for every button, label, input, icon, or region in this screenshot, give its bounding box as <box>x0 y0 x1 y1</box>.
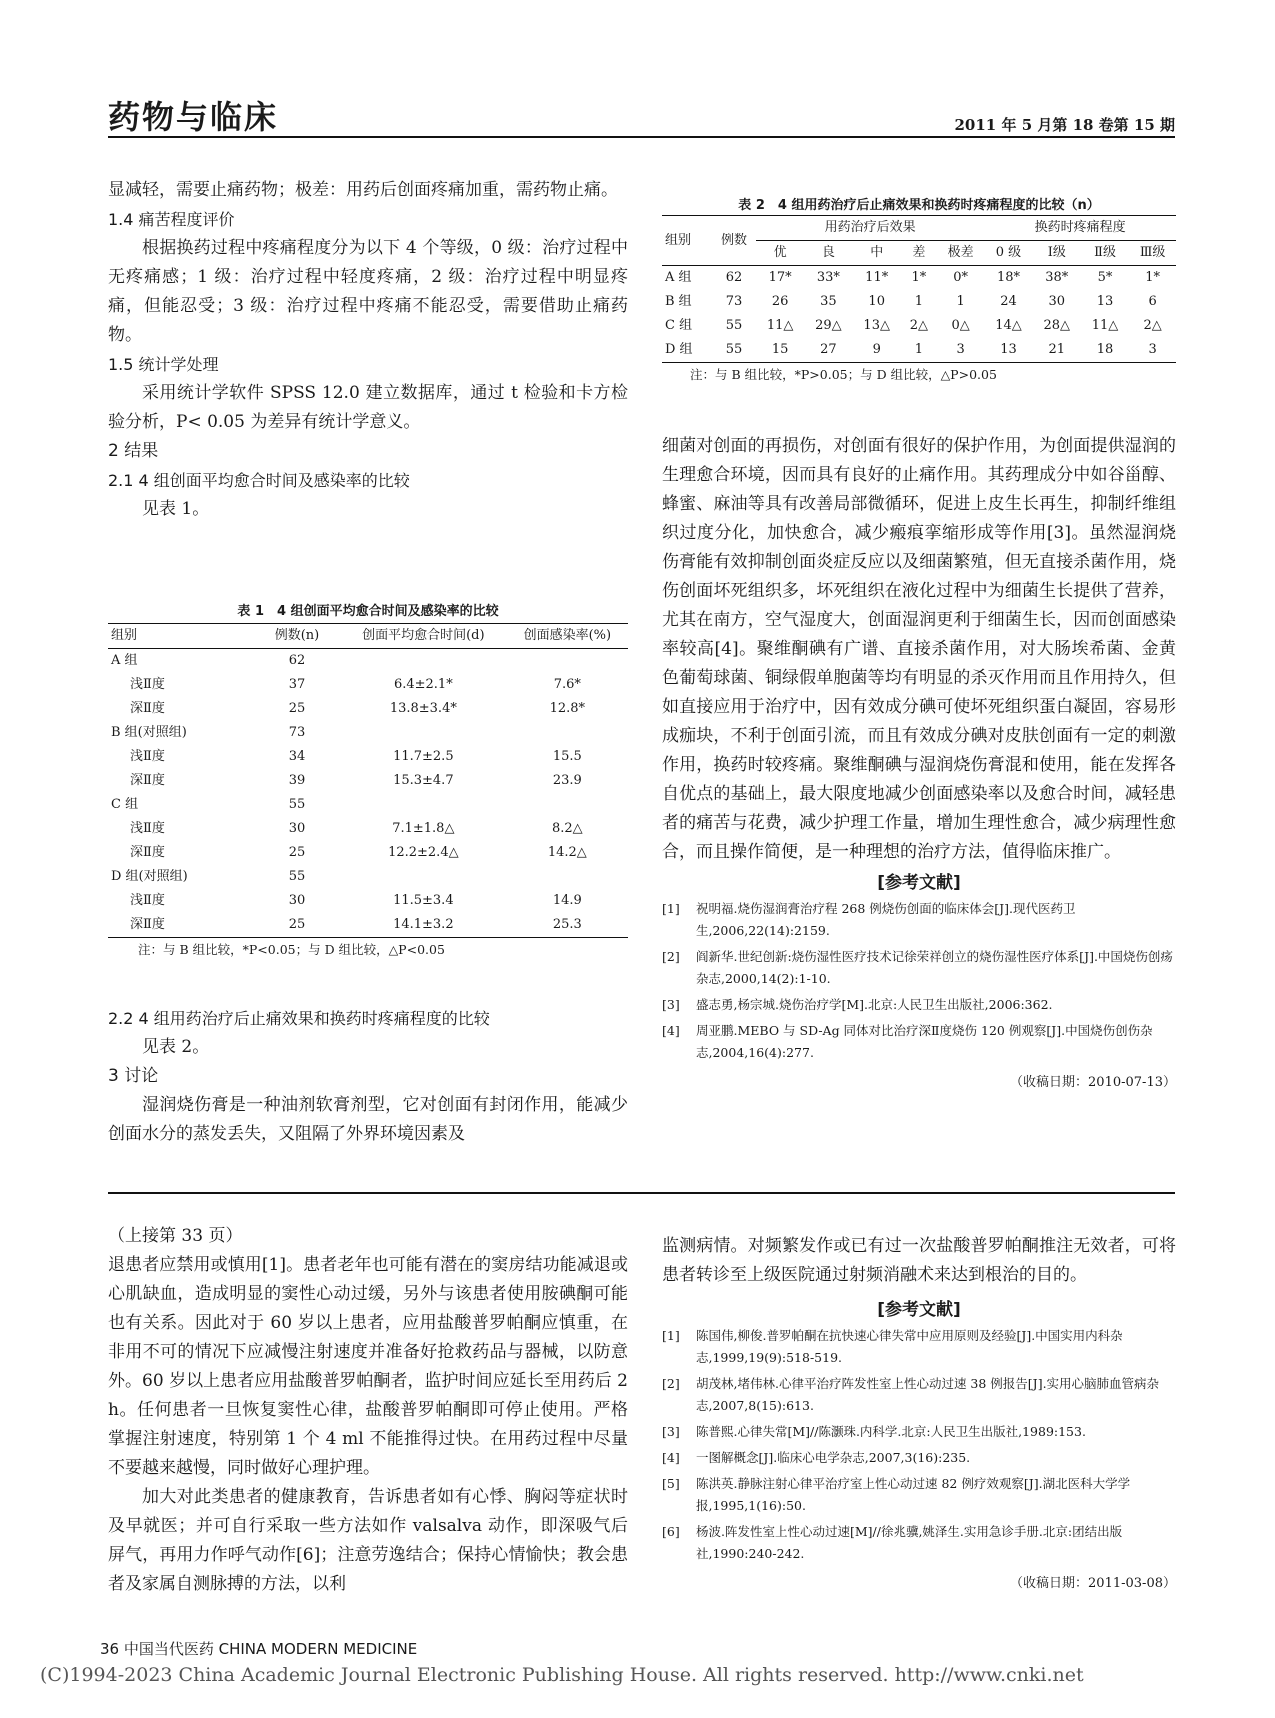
table-note: 注：与 B 组比较，*P<0.05；与 D 组比较，△P<0.05 <box>138 942 445 957</box>
copyright-notice: (C)1994-2023 China Academic Journal Electronic Publishing House. All rights reserved. http://www.cnki.net <box>40 1664 1084 1686</box>
table-cell: 3 <box>1148 342 1157 357</box>
table-row <box>108 793 628 817</box>
reference-number: [2] <box>662 949 680 964</box>
table-row <box>108 865 628 889</box>
reference-text: 周亚鹏.MEBO 与 SD-Ag 同体对比治疗深Ⅱ度烧伤 120 例观察[J].中国烧伤创伤杂志,2004,16(4):277. <box>696 1023 1153 1060</box>
issue-info: 2011 年 5 月第 18 卷第 15 期 <box>954 116 1175 134</box>
reference-text: 胡茂林,堵伟林.心律平治疗阵发性室上性心动过速 38 例报告[J].实用心脑肺血管病杂志,2007,8(15):613. <box>696 1376 1160 1413</box>
table-cell <box>340 865 507 889</box>
table-cell: 0* <box>953 270 968 285</box>
table-cell: 14.1±3.2 <box>393 917 454 932</box>
table-header-cell: 差 <box>912 245 926 260</box>
reference-item <box>662 1020 1176 1064</box>
table-cell: 浅Ⅱ度 <box>130 677 165 692</box>
section-rule <box>108 1192 1175 1194</box>
table-cell: 深Ⅱ度 <box>130 845 165 860</box>
table-cell: 11△ <box>1091 318 1119 333</box>
table-cell: 38* <box>1045 270 1069 285</box>
table-cell: 1 <box>956 294 965 309</box>
paragraph: 见表 2。 <box>142 1037 210 1057</box>
table-cell: 9 <box>872 342 881 357</box>
table-cell <box>507 793 628 817</box>
table-header-cell: Ⅰ级 <box>1047 245 1066 260</box>
table-cell: 55 <box>288 869 306 884</box>
reference-text: 陈国伟,柳俊.普罗帕酮在抗快速心律失常中应用原则及经验[J].中国实用内科杂志,1999,19(9):518-519. <box>696 1328 1123 1365</box>
bottom-right-column <box>662 1232 1176 1598</box>
journal-title: 药物与临床 <box>108 98 279 136</box>
table-cell: 14.2△ <box>547 845 587 860</box>
reference-text: 一图解概念[J].临床心电学杂志,2007,3(16):235. <box>696 1450 971 1465</box>
table-row <box>662 314 1176 338</box>
table-cell: 33* <box>816 270 840 285</box>
paragraph: 监测病情。对频繁发作或已有过一次盐酸普罗帕酮推注无效者，可将患者转诊至上级医院通过射频消融术来达到根治的目的。 <box>662 1236 1176 1285</box>
table-cell: 35 <box>820 294 837 309</box>
table-row <box>662 290 1176 314</box>
reference-item <box>662 898 1176 942</box>
table-cell: 10 <box>868 294 885 309</box>
table1-block <box>108 600 628 958</box>
table-cell: A 组 <box>111 653 138 668</box>
paragraph: 见表 1。 <box>142 499 210 519</box>
table-header-cell: 良 <box>821 245 835 260</box>
reference-text: 盛志勇,杨宗城.烧伤治疗学[M].北京:人民卫生出版社,2006:362. <box>696 997 1053 1012</box>
table-cell: 13 <box>1000 342 1017 357</box>
table-cell: 11.7±2.5 <box>393 749 454 764</box>
table-cell: 39 <box>288 773 306 788</box>
table-cell <box>340 721 507 745</box>
table-header-cell: 组别 <box>662 216 712 266</box>
table-cell: 30 <box>288 821 306 836</box>
table-row <box>108 721 628 745</box>
reference-item <box>662 946 1176 990</box>
paragraph: 退患者应禁用或慎用[1]。患者老年也可能有潜在的窦房结功能减退或心肌缺血，造成明显的窦性心动过缓，另外与该患者使用胺碘酮可能也有关系。因此对于 60 岁以上患者，应用盐酸普罗帕酮应慎重，在非用不可的情况下应减慢注射速度并准备好抢救药品与器械，以防意外。60 岁以上患者应用盐酸普罗帕酮者，监护时间应延长至用药后 2 h。任何患者一旦恢复窦性心律，盐酸普罗帕酮即可停止使用。严格掌握注射速度，特别第 1 个 4 ml 不能推得过快。在用药过程中尽量不要越来越慢，同时做好心理护理。 <box>108 1255 628 1478</box>
paragraph: 加大对此类患者的健康教育，告诉患者如有心悸、胸闷等症状时及早就医；并可自行采取一些方法如作 valsalva 动作，即深吸气后屏气，再用力作呼气动作[6]；注意劳逸结合；保持心情愉快；教会患者及家属自测脉搏的方法，以利 <box>108 1487 628 1594</box>
reference-number: [4] <box>662 1023 680 1038</box>
reference-text: 陈普熙.心律失常[M]//陈灏珠.内科学.北京:人民卫生出版社,1989:153. <box>696 1424 1086 1439</box>
table-cell: 62 <box>288 653 306 668</box>
reference-number: [3] <box>662 997 680 1012</box>
table-cell: 2△ <box>909 318 928 333</box>
table-header-cell: 例数(n) <box>274 628 320 643</box>
table-cell: D 组 <box>665 342 693 357</box>
table-cell: 15.5 <box>552 749 582 764</box>
table-cell: 29△ <box>815 318 842 333</box>
left-column-bottom <box>108 1004 628 1149</box>
table-row <box>108 649 628 674</box>
table-cell: C 组 <box>665 318 693 333</box>
section-heading: 2.2 4 组用药治疗后止痛效果和换药时疼痛程度的比较 <box>108 1009 490 1028</box>
right-column-top <box>662 432 1176 1097</box>
paragraph: 湿润烧伤膏是一种油剂软膏剂型，它对创面有封闭作用，能减少创面水分的蒸发丢失，又阻隔了外界环境因素及 <box>108 1095 628 1144</box>
table-cell: 73 <box>725 294 743 309</box>
table-cell: 23.9 <box>552 773 582 788</box>
table-cell: 11.5±3.4 <box>393 893 454 908</box>
table-cell: B 组 <box>665 294 692 309</box>
references-title: [参考文献] <box>877 1300 961 1320</box>
table-header-cell: 极差 <box>947 245 974 260</box>
reference-item <box>662 1421 1176 1443</box>
reference-text: 陈洪英.静脉注射心律平治疗室上性心动过速 82 例疗效观察[J].湖北医科大学学报,1995,1(16):50. <box>696 1476 1131 1513</box>
table-cell: 7.6* <box>553 677 581 692</box>
table-cell: 25 <box>288 845 306 860</box>
reference-number: [3] <box>662 1424 680 1439</box>
table-header-cell: Ⅲ级 <box>1139 245 1166 260</box>
table-cell <box>507 721 628 745</box>
table-cell: 15.3±4.7 <box>393 773 454 788</box>
table-cell: 浅Ⅱ度 <box>130 821 165 836</box>
table-header-cell: 0 级 <box>995 245 1022 260</box>
table-caption: 表 2 4 组用药治疗后止痛效果和换药时疼痛程度的比较（n） <box>738 198 1100 213</box>
table-cell: 1 <box>914 294 923 309</box>
table-cell: D 组(对照组) <box>111 869 188 884</box>
table-header-cell: 优 <box>773 245 787 260</box>
table-cell: 12.8* <box>549 701 586 716</box>
table-cell: 11* <box>865 270 889 285</box>
table-cell <box>340 793 507 817</box>
section-heading: 2.1 4 组创面平均愈合时间及感染率的比较 <box>108 471 410 490</box>
reference-number: [4] <box>662 1450 680 1465</box>
table-header-cell: 中 <box>870 245 884 260</box>
reference-list <box>662 898 1176 1064</box>
table-cell: 7.1±1.8△ <box>392 821 455 836</box>
table-cell: 1 <box>914 342 923 357</box>
table-cell: 深Ⅱ度 <box>130 701 165 716</box>
table-cell: 15 <box>771 342 789 357</box>
table-cell: 浅Ⅱ度 <box>130 893 165 908</box>
table-row <box>108 745 628 769</box>
table-row <box>662 338 1176 363</box>
paragraph: 采用统计学软件 SPSS 12.0 建立数据库，通过 t 检验和卡方检验分析，P< 0.05 为差异有统计学意义。 <box>108 383 628 432</box>
table-cell: 13 <box>1096 294 1114 309</box>
reference-number: [6] <box>662 1524 680 1539</box>
table-cell: 2△ <box>1143 318 1162 333</box>
table-cell: 14.9 <box>552 893 582 908</box>
reference-number: [1] <box>662 1328 680 1343</box>
table-cell: C 组 <box>111 797 139 812</box>
table-cell: 18 <box>1096 342 1114 357</box>
table-cell: 17* <box>768 270 792 285</box>
table-cell: 8.2△ <box>552 821 583 836</box>
table-cell: 11△ <box>766 318 794 333</box>
paragraph: 细菌对创面的再损伤，对创面有很好的保护作用，为创面提供湿润的生理愈合环境，因而具有良好的止痛作用。其药理成分中如谷甾醇、蜂蜜、麻油等具有改善局部微循环，促进上皮生长再生，抑制纤维组织过度分化，加快愈合，减少瘢痕挛缩形成等作用[3]。虽然湿润烧伤膏能有效抑制创面炎症反应以及细菌繁殖，但无直接杀菌作用，烧伤创面坏死组织多，坏死组织在液化过程中为细菌生长提供了营养，尤其在南方，空气湿度大，创面湿润更利于细菌生长，因而创面感染率较高[4]。聚维酮碘有广谱、直接杀菌作用，对大肠埃希菌、金黄色葡萄球菌、铜绿假单胞菌等均有明显的杀灭作用而且作用持久，但如直接应用于治疗中，因有效成分碘可使坏死组织蛋白凝固，容易形成痂块，不利于创面引流，而且有效成分碘对皮肤创面有一定的刺激作用，换药时较疼痛。聚维酮碘与湿润烧伤膏混和使用，能在发挥各自优点的基础上，最大限度地减少创面感染率以及愈合时间，减轻患者的痛苦与花费，减少护理工作量，增加生理性愈合，减少病理性愈合，而且操作简便，是一种理想的治疗方法，值得临床推广。 <box>662 436 1176 862</box>
table-cell: B 组(对照组) <box>111 725 187 740</box>
paragraph: 显减轻，需要止痛药物；极差：用药后创面疼痛加重，需药物止痛。 <box>108 180 618 200</box>
reference-item <box>662 1473 1176 1517</box>
table-header-cell: 例数 <box>712 216 756 266</box>
left-column-top <box>108 176 628 524</box>
table-cell: 24 <box>1000 294 1017 309</box>
reference-item <box>662 1447 1176 1469</box>
table-cell: 34 <box>288 749 306 764</box>
table-cell: 25.3 <box>552 917 582 932</box>
table-cell <box>340 649 507 674</box>
table-cell <box>507 865 628 889</box>
table-group-header: 用药治疗后效果 <box>756 216 984 241</box>
section-heading: 2 结果 <box>108 441 159 461</box>
table-caption: 表 1 4 组创面平均愈合时间及感染率的比较 <box>237 604 499 619</box>
table1 <box>108 623 628 938</box>
table-cell <box>507 649 628 674</box>
table-note: 注：与 B 组比较，*P>0.05；与 D 组比较，△P>0.05 <box>690 367 997 382</box>
reference-text: 祝明福.烧伤湿润膏治疗程 268 例烧伤创面的临床体会[J].现代医药卫生,2006,22(14):2159. <box>696 901 1076 938</box>
table-cell: 浅Ⅱ度 <box>130 749 165 764</box>
table-cell: 13△ <box>863 318 890 333</box>
table-row <box>108 673 628 697</box>
reference-item <box>662 1325 1176 1369</box>
table-cell: 30 <box>288 893 306 908</box>
table-cell: 6.4±2.1* <box>393 677 453 692</box>
section-heading: 1.5 统计学处理 <box>108 355 219 374</box>
reference-text: 杨波.阵发性室上性心动过速[M]//徐兆骥,姚泽生.实用急诊手册.北京:团结出版社,1990:240-242. <box>696 1524 1123 1561</box>
paragraph: 根据换药过程中疼痛程度分为以下 4 个等级，0 级：治疗过程中无疼痛感；1 级：治疗过程中轻度疼痛，2 级：治疗过程中明显疼痛，但能忍受；3 级：治疗过程中疼痛不能忍受，需要借助止痛药物。 <box>108 238 628 345</box>
table-header-cell: Ⅱ级 <box>1094 245 1116 260</box>
table-cell: 6 <box>1148 294 1157 309</box>
table-cell: 62 <box>725 270 743 285</box>
bottom-left-column <box>108 1222 628 1599</box>
reference-item <box>662 1521 1176 1565</box>
table-header-cell: 创面平均愈合时间(d) <box>362 628 485 643</box>
table-cell: 55 <box>725 342 743 357</box>
section-heading: 3 讨论 <box>108 1066 159 1086</box>
table-cell: 14△ <box>995 318 1022 333</box>
received-date: （收稿日期：2010-07-13） <box>1010 1075 1176 1090</box>
table-row <box>108 913 628 938</box>
received-date: （收稿日期：2011-03-08） <box>1010 1576 1176 1591</box>
reference-number: [2] <box>662 1376 680 1391</box>
table-cell: 21 <box>1048 342 1066 357</box>
table-cell: 37 <box>288 677 306 692</box>
table-header-cell: 组别 <box>111 628 138 643</box>
table-cell: 25 <box>288 917 306 932</box>
table2 <box>662 215 1176 363</box>
table-row <box>108 769 628 793</box>
table-cell: 27 <box>820 342 837 357</box>
continued-note: （上接第 33 页） <box>108 1226 243 1246</box>
table-row <box>108 889 628 913</box>
reference-text: 阎新华.世纪创新:烧伤湿性医疗技术记徐荣祥创立的烧伤湿性医疗体系[J].中国烧伤创疡杂志,2000,14(2):1-10. <box>696 949 1173 986</box>
page-footer: 36 中国当代医药 CHINA MODERN MEDICINE <box>100 1640 418 1658</box>
reference-number: [5] <box>662 1476 680 1491</box>
table-row <box>108 841 628 865</box>
table-cell: 1* <box>1145 270 1160 285</box>
header-rule <box>108 136 1175 138</box>
table-cell: A 组 <box>665 270 692 285</box>
table-cell: 28△ <box>1043 318 1071 333</box>
table-header-cell: 创面感染率(%) <box>523 628 612 643</box>
table-cell: 3 <box>956 342 965 357</box>
table-cell: 5* <box>1097 270 1113 285</box>
table-cell: 12.2±2.4△ <box>388 845 459 860</box>
table-cell: 55 <box>725 318 743 333</box>
reference-item <box>662 994 1176 1016</box>
table-cell: 深Ⅱ度 <box>130 773 165 788</box>
table-cell: 1* <box>911 270 927 285</box>
table-cell: 30 <box>1048 294 1066 309</box>
table-cell: 73 <box>288 725 306 740</box>
table-row <box>662 266 1176 291</box>
references-title: [参考文献] <box>877 873 961 893</box>
reference-number: [1] <box>662 901 680 916</box>
table-row <box>108 697 628 721</box>
table-cell: 0△ <box>951 318 970 333</box>
table-row <box>108 817 628 841</box>
section-heading: 1.4 痛苦程度评价 <box>108 210 235 229</box>
table-cell: 25 <box>288 701 306 716</box>
table-cell: 深Ⅱ度 <box>130 917 165 932</box>
reference-item <box>662 1373 1176 1417</box>
table-cell: 26 <box>771 294 789 309</box>
reference-list <box>662 1325 1176 1565</box>
table2-block <box>662 194 1176 383</box>
table-group-header: 换药时疼痛程度 <box>984 216 1176 241</box>
table-cell: 13.8±3.4* <box>389 701 457 716</box>
table-cell: 55 <box>288 797 306 812</box>
table-cell: 18* <box>996 270 1020 285</box>
